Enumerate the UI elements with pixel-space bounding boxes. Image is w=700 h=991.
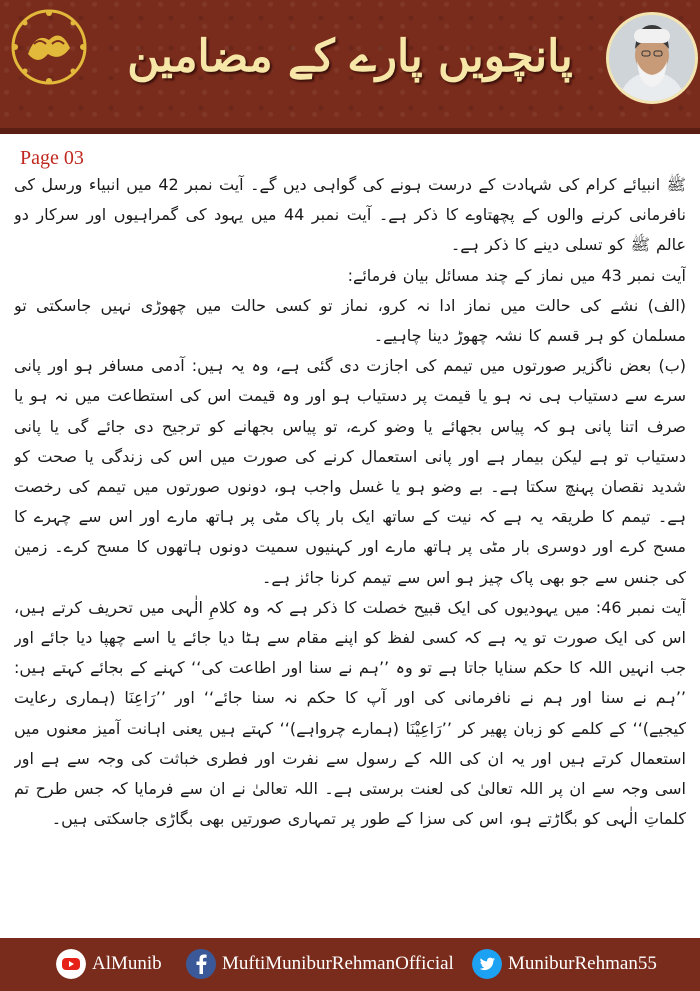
paragraph: آیت نمبر 43 میں نماز کے چند مسائل بیان فرمائے: bbox=[347, 265, 686, 285]
twitter-label: MuniburRehman55 bbox=[508, 953, 657, 974]
youtube-link[interactable] bbox=[56, 949, 162, 979]
facebook-label: MuftiMuniburRehmanOfficial bbox=[222, 953, 454, 974]
youtube-label: AlMunib bbox=[92, 953, 162, 974]
page-number: Page 03 bbox=[20, 147, 84, 169]
youtube-icon bbox=[56, 949, 86, 979]
paragraph: ﷺ انبیائے کرام کی شہادت کے درست ہونے کی گواہی دیں گے۔ آیت نمبر 42 میں انبیاء ورسل کی نافرمانی کرنے والوں کے پچھتاوے کا ذکر ہے۔ آیت نمبر 44 میں یہود کی گمراہیوں اور سرکار دو عالم ﷺ کو تسلی دینے کا ذکر ہے۔ bbox=[14, 175, 686, 255]
logo-icon bbox=[6, 4, 92, 90]
page-title: پانچویں پارے کے مضامین bbox=[127, 31, 573, 82]
twitter-icon bbox=[472, 949, 502, 979]
twitter-link[interactable] bbox=[472, 949, 657, 979]
avatar bbox=[606, 12, 698, 104]
facebook-icon bbox=[186, 949, 216, 979]
facebook-link[interactable] bbox=[186, 949, 454, 979]
header-divider bbox=[0, 128, 700, 134]
paragraph: (ب) بعض ناگزیر صورتوں میں تیمم کی اجازت دی گئی ہے، وہ یہ ہیں: آدمی مسافر ہو اور پانی سرے سے دستیاب ہی نہ ہو یا قیمت پر دستیاب ہو اور وہ قیمت اس کی استطاعت میں نہ ہو یا صرف اتنا پانی ہو کہ پیاس بجھائے یا وضو کرے، تو پیاس بجھانے کو ترجیح دی جائے گی یا پانی دستیاب تو ہے لیکن بیمار ہے اور پانی استعمال کرنے کی صورت میں اس کی زندگی یا صحت کو شدید نقصان پہنچ سکتا ہے۔ بے وضو ہو یا غسل واجب ہو، دونوں صورتوں میں تیمم کی رخصت ہے۔ تیمم کا طریقہ یہ ہے کہ نیت کے ساتھ ایک بار پاک مٹی پر ہاتھ مارے اور اس سے چہرے کا مسح کرے اور دوسری بار مٹی پر ہاتھ مارے اور کہنیوں سمیت دونوں ہاتھوں کا مسح کرے۔ زمین کی جنس سے جو بھی پاک چیز ہو اس سے تیمم کرنا جائز ہے۔ bbox=[14, 356, 686, 587]
article-body bbox=[14, 170, 686, 930]
paragraph: (الف) نشے کی حالت میں نماز ادا نہ کرو، نماز تو کسی حالت میں چھوڑی نہیں جاسکتی تو مسلمان کو ہر قسم کا نشہ چھوڑ دینا چاہیے۔ bbox=[14, 295, 686, 346]
paragraph: آیت نمبر 46: میں یہودیوں کی ایک قبیح خصلت کا ذکر ہے کہ وہ کلامِ الٰہی میں تحریف کرتے ہیں، اس کی ایک صورت تو یہ ہے کہ کسی لفظ کو اپنے مقام سے ہٹا دیا جائے یا اسے چھپا دیا جائے اور جب انہیں اللہ کا حکم سنایا جاتا ہے تو وہ ’’ہم نے سنا اور اطاعت کی‘‘ کہنے کے بجائے کہتے ہیں: ’’ہم نے سنا اور ہم نے نافرمانی کی اور آپ کا حکم نہ سنا جائے‘‘ اور ’’رَاعِنَا (ہماری رعایت کیجیے)‘‘ کے کلمے کو زبان پھیر کر ’’رَاعِیْنَا (ہمارے چرواہے)‘‘ کہتے ہیں یعنی اہانت آمیز معنوں میں استعمال کرتے ہیں اور یہ ان کی اللہ کے رسول سے نفرت اور فطری خباثت کی وجہ سے ہے اور اسی وجہ سے ان پر اللہ تعالیٰ کی لعنت برستی ہے۔ اللہ تعالیٰ نے ان سے فرمایا کہ جس طرح تم کلماتِ الٰہی کو بگاڑتے ہو، اس کی سزا کے طور پر تمہاری صورتیں بھی بگاڑی جاسکتی ہیں۔ bbox=[14, 597, 686, 829]
header-banner bbox=[0, 0, 700, 132]
